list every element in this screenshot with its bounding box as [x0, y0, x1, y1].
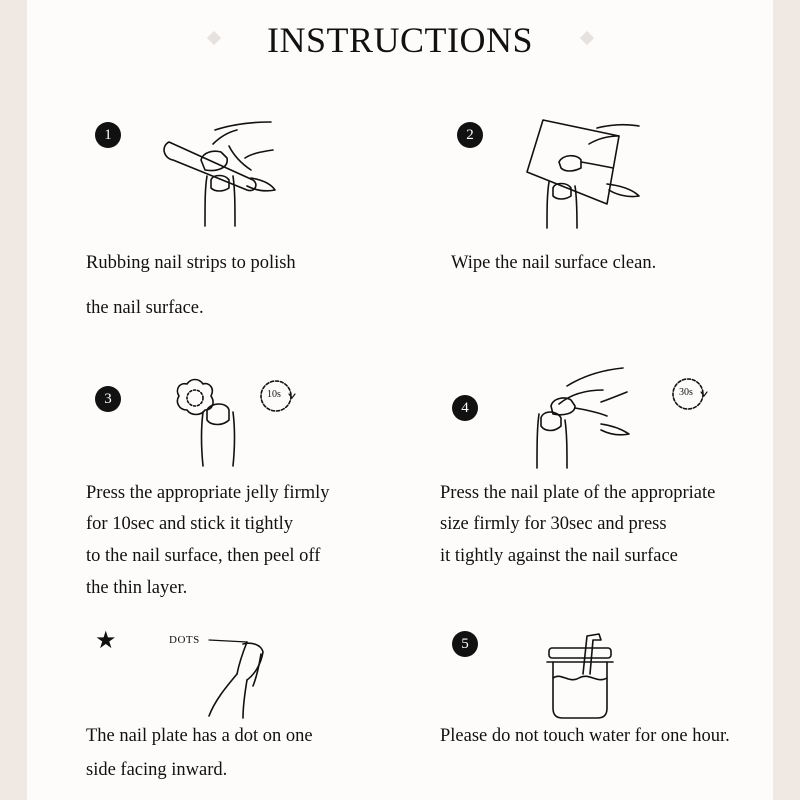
- step-1-line-2: the nail surface.: [86, 298, 204, 318]
- step-5-line-1: Please do not touch water for one hour.: [440, 726, 730, 746]
- step-1-line-1: Rubbing nail strips to polish: [86, 253, 296, 273]
- dots-label: DOTS: [169, 634, 200, 646]
- jelly-press-icon: [171, 372, 251, 468]
- step-3-badge: 3: [95, 386, 121, 412]
- page-title: INSTRUCTIONS: [266, 20, 533, 60]
- instructions-card: [27, 0, 773, 800]
- nail-dot-icon: [203, 630, 273, 720]
- step-3-line-1: Press the appropriate jelly firmly: [86, 483, 330, 503]
- step-3-line-3: to the nail surface, then peel off: [86, 546, 321, 566]
- press-nail-icon: [531, 364, 637, 470]
- timer-10s-label: 10s: [267, 389, 281, 400]
- step-3-line-2: for 10sec and stick it tightly: [86, 514, 294, 534]
- step-2-badge: 2: [457, 122, 483, 148]
- step-4-badge: 4: [452, 395, 478, 421]
- note-line-2: side facing inward.: [86, 760, 228, 780]
- step-2-line-1: Wipe the nail surface clean.: [451, 253, 657, 273]
- nail-file-icon: [155, 118, 285, 228]
- star-icon: ★: [95, 628, 117, 654]
- step-1-badge: 1: [95, 122, 121, 148]
- step-5-badge: 5: [452, 631, 478, 657]
- step-4-line-3: it tightly against the nail surface: [440, 546, 678, 566]
- step-4-line-1: Press the nail plate of the appropriate: [440, 483, 716, 503]
- step-4-line-2: size firmly for 30sec and press: [440, 514, 667, 534]
- water-cup-icon: [543, 628, 617, 720]
- wipe-pad-icon: [523, 114, 653, 230]
- step-3-line-4: the thin layer.: [86, 578, 188, 598]
- note-line-1: The nail plate has a dot on one: [86, 726, 313, 746]
- timer-30s-label: 30s: [679, 387, 693, 398]
